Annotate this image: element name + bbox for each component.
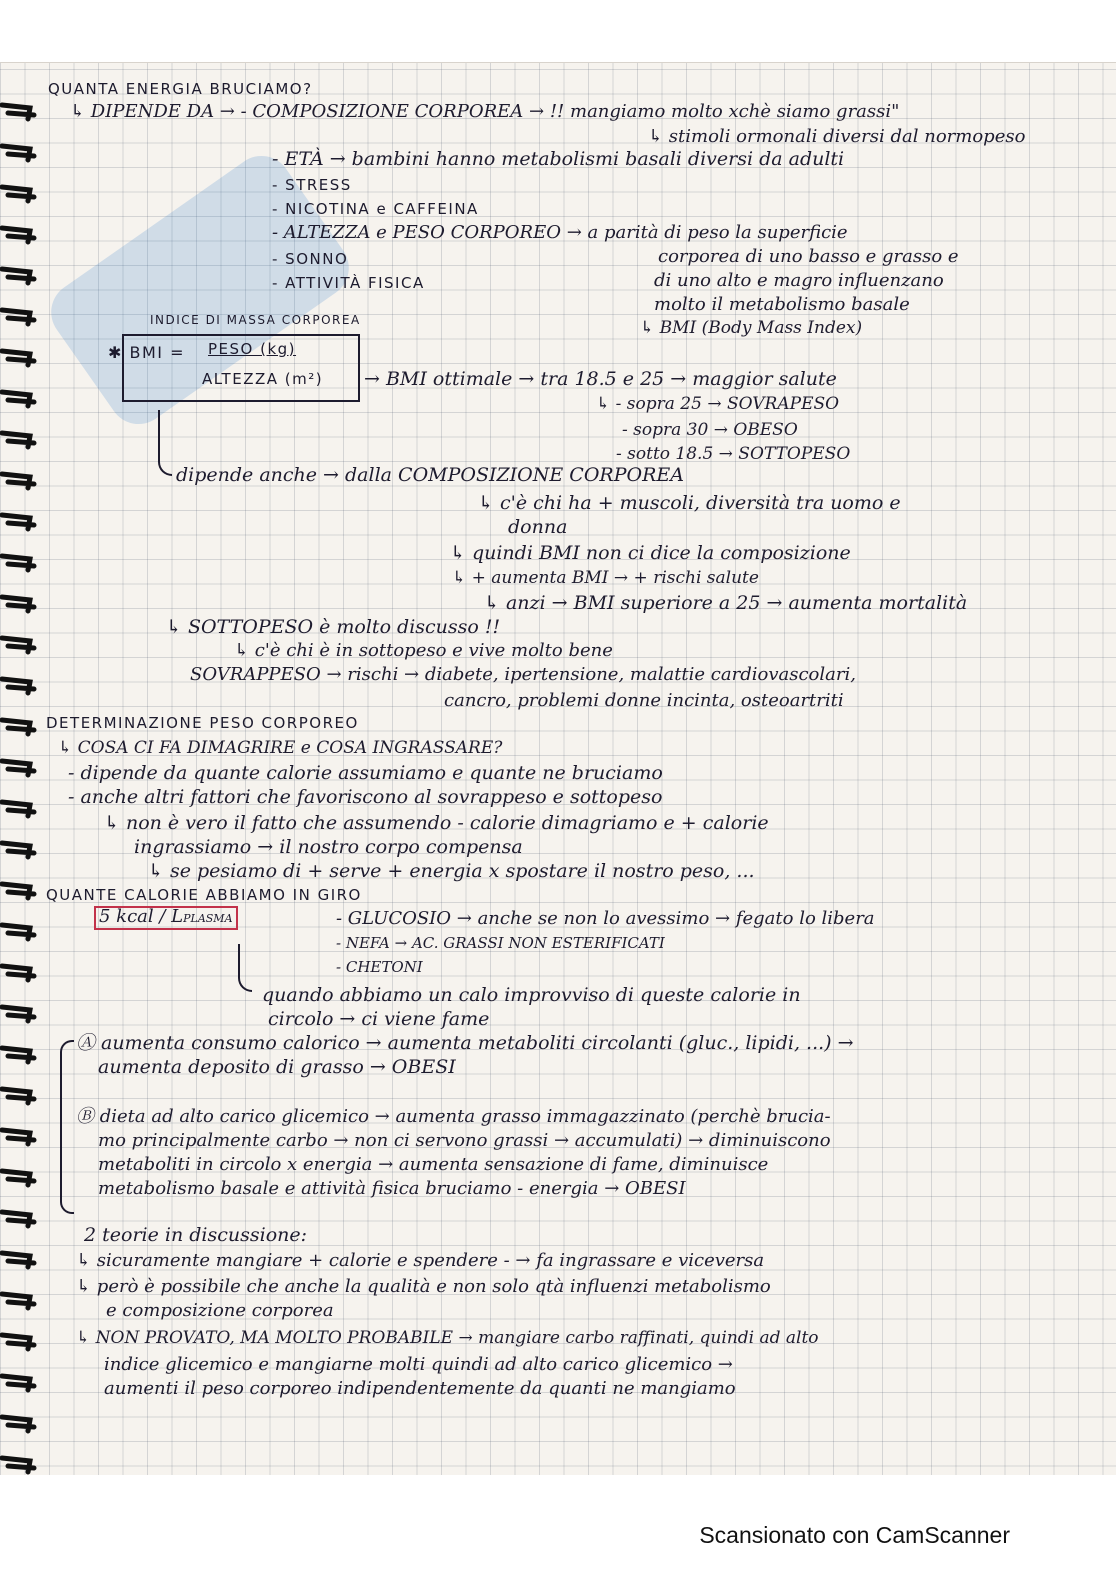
note-line: - NICOTINA e CAFFEINA <box>272 200 479 218</box>
spiral-coil <box>2 310 34 324</box>
note-line: ↳ anzi → BMI superiore a 25 → aumenta mortalità <box>484 592 968 614</box>
spiral-coil <box>2 925 34 939</box>
spiral-coil <box>2 1253 34 1267</box>
note-line: ↳ quindi BMI non ci dice la composizione <box>450 542 851 564</box>
note-line: donna <box>508 516 568 538</box>
spiral-coil <box>2 884 34 898</box>
bracket-line <box>60 1040 74 1214</box>
spiral-coil <box>2 392 34 406</box>
note-line: Ⓑ dieta ad alto carico glicemico → aumenta grasso immagazzinato (perchè brucia- <box>76 1106 831 1127</box>
note-line: ingrassiamo → il nostro corpo compensa <box>134 836 523 858</box>
spiral-coil <box>2 1130 34 1144</box>
note-line: ↳ COSA CI FA DIMAGRIRE e COSA INGRASSARE? <box>58 738 503 758</box>
bracket-line <box>158 410 172 476</box>
spiral-coil <box>2 597 34 611</box>
camscanner-footer: Scansionato con CamScanner <box>699 1522 1010 1548</box>
note-line: - NEFA → AC. GRASSI NON ESTERIFICATI <box>336 934 665 952</box>
note-line: ↳ sicuramente mangiare + calorie e spendere - → fa ingrassare e viceversa <box>76 1250 765 1271</box>
note-line: indice glicemico e mangiarne molti quindi ad alto carico glicemico → <box>104 1354 733 1375</box>
note-line: → BMI ottimale → tra 18.5 e 25 → maggior salute <box>364 368 837 390</box>
note-line: corporea di uno basso e grasso e <box>658 246 959 267</box>
note-line: - CHETONI <box>336 958 423 976</box>
note-line: - ATTIVITÀ FISICA <box>272 274 425 292</box>
note-line: Ⓐ aumenta consumo calorico → aumenta metaboliti circolanti (gluc., lipidi, ...) → <box>76 1032 854 1054</box>
spiral-coil <box>2 1212 34 1226</box>
section-heading: QUANTE CALORIE ABBIAMO IN GIRO <box>46 886 362 904</box>
note-line: - STRESS <box>272 176 352 194</box>
note-line: - ALTEZZA e PESO CORPOREO → a parità di peso la superficie <box>272 222 848 243</box>
kcal-value: 5 kcal / L <box>99 906 184 927</box>
spiral-coil <box>2 1294 34 1308</box>
bracket-line <box>238 944 252 992</box>
spiral-coil <box>2 1171 34 1185</box>
note-line: ↳ stimoli ormonali diversi dal normopeso <box>648 126 1026 147</box>
bmi-numerator: PESO (kg) <box>208 340 297 358</box>
note-line: metaboliti in circolo x energia → aumenta sensazione di fame, diminuisce <box>98 1154 769 1175</box>
bmi-caption: INDICE DI MASSA CORPOREA <box>150 313 361 327</box>
note-line: ↳ DIPENDE DA → - COMPOSIZIONE CORPOREA → !! mangiamo molto xchè siamo grassi" <box>70 101 900 122</box>
spiral-coil <box>2 146 34 160</box>
spiral-coil <box>2 1417 34 1431</box>
bmi-denominator: ALTEZZA (m²) <box>202 370 324 388</box>
note-line: - dipende da quante calorie assumiamo e quante ne bruciamo <box>68 762 663 784</box>
spiral-coil <box>2 1376 34 1390</box>
spiral-coil <box>2 105 34 119</box>
note-line: aumenti il peso corporeo indipendentemente da quanti ne mangiamo <box>104 1378 736 1399</box>
spiral-coil <box>2 679 34 693</box>
kcal-highlight-box <box>94 906 238 930</box>
note-line: ↳ c'è chi è in sottopeso e vive molto bene <box>234 640 613 661</box>
note-line: ↳ + aumenta BMI → + rischi salute <box>452 568 759 588</box>
spiral-coil <box>2 433 34 447</box>
note-line: 2 teorie in discussione: <box>84 1224 308 1246</box>
note-line: di uno alto e magro influenzano <box>654 270 944 291</box>
note-line: e composizione corporea <box>106 1300 334 1321</box>
note-line: cancro, problemi donne incinta, osteoartriti <box>444 690 844 711</box>
note-line: dipende anche → dalla COMPOSIZIONE CORPOREA <box>176 464 684 486</box>
kcal-subscript: PLASMA <box>183 912 233 925</box>
section-heading: DETERMINAZIONE PESO CORPOREO <box>46 714 359 732</box>
scan-top-margin <box>0 0 1116 62</box>
spiral-coil <box>2 351 34 365</box>
note-line: ↳ BMI (Body Mass Index) <box>640 318 863 338</box>
note-line: - GLUCOSIO → anche se non lo avessimo → fegato lo libera <box>336 908 875 929</box>
note-line: SOVRAPPESO → rischi → diabete, ipertensione, malattie cardiovascolari, <box>190 664 856 685</box>
note-line: ↳ c'è chi ha + muscoli, diversità tra uomo e <box>478 492 901 514</box>
note-line: - ETÀ → bambini hanno metabolismi basali diversi da adulti <box>272 148 845 170</box>
spiral-binding <box>0 95 44 1485</box>
spiral-coil <box>2 1089 34 1103</box>
spiral-coil <box>2 474 34 488</box>
spiral-coil <box>2 515 34 529</box>
bmi-label: ✱ BMI = <box>108 343 185 362</box>
note-line: ↳ se pesiamo di + serve + energia x spostare il nostro peso, ... <box>148 860 755 882</box>
note-line: mo principalmente carbo → non ci servono grassi → accumulati) → diminuiscono <box>98 1130 831 1151</box>
note-line: ↳ però è possibile che anche la qualità e non solo qtà influenzi metabolismo <box>76 1276 771 1297</box>
note-line: ↳ non è vero il fatto che assumendo - calorie dimagriamo e + calorie <box>104 812 769 834</box>
spiral-coil <box>2 556 34 570</box>
spiral-coil <box>2 1335 34 1349</box>
spiral-coil <box>2 966 34 980</box>
spiral-coil <box>2 802 34 816</box>
spiral-coil <box>2 638 34 652</box>
spiral-coil <box>2 720 34 734</box>
spiral-coil <box>2 1048 34 1062</box>
spiral-coil <box>2 761 34 775</box>
page-title: QUANTA ENERGIA BRUCIAMO? <box>48 80 313 98</box>
spiral-coil <box>2 1007 34 1021</box>
note-line: metabolismo basale e attività fisica bruciamo - energia → OBESI <box>98 1178 686 1199</box>
spiral-coil <box>2 228 34 242</box>
note-line: - sopra 30 → OBESO <box>622 420 798 440</box>
spiral-coil <box>2 269 34 283</box>
spiral-coil <box>2 1458 34 1472</box>
spiral-coil <box>2 187 34 201</box>
note-line: ↳ SOTTOPESO è molto discusso !! <box>166 616 501 638</box>
note-line: aumenta deposito di grasso → OBESI <box>98 1056 456 1078</box>
note-line: ↳ - sopra 25 → SOVRAPESO <box>596 394 840 414</box>
note-line: - sotto 18.5 → SOTTOPESO <box>616 444 851 464</box>
note-line: ↳ NON PROVATO, MA MOLTO PROBABILE → mangiare carbo raffinati, quindi ad alto <box>76 1328 819 1348</box>
note-line: - SONNO <box>272 250 349 268</box>
note-line: - anche altri fattori che favoriscono al sovrappeso e sottopeso <box>68 786 663 808</box>
note-line: circolo → ci viene fame <box>268 1008 490 1030</box>
spiral-coil <box>2 843 34 857</box>
note-line: quando abbiamo un calo improvviso di queste calorie in <box>262 984 801 1006</box>
note-line: molto il metabolismo basale <box>654 294 910 315</box>
